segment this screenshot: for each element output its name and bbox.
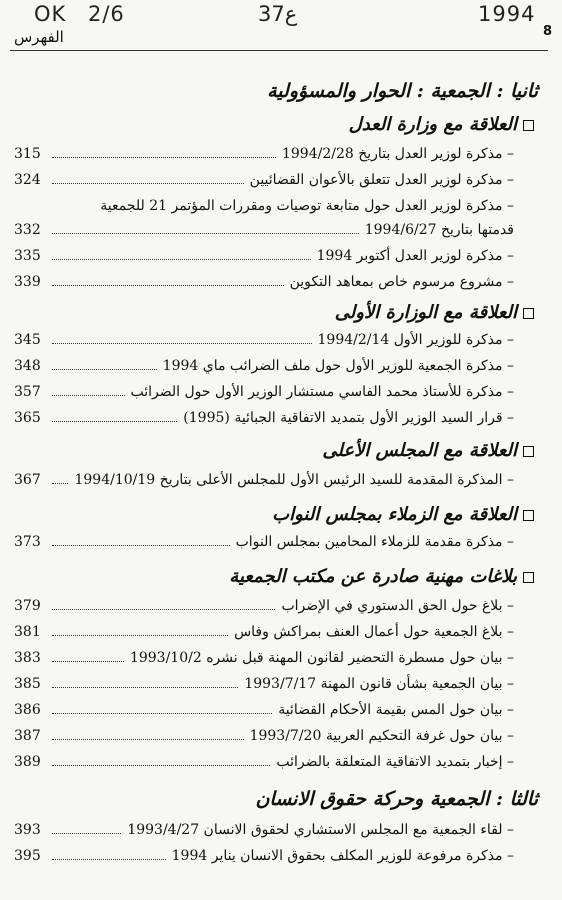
section-heading-parliament: العلاقة مع الزملاء بمجلس النواب [272, 504, 534, 525]
toc-entry: 332 قدمتها بتاريخ 1994/6/27 [14, 222, 514, 238]
toc-entry: 357 – مذكرة للأستاذ محمد الفاسي مستشار الوزير الأول حول الضرائب [14, 384, 514, 400]
section-heading-justice: العلاقة مع وزارة العدل [349, 114, 534, 135]
handwritten-year: 1994 [478, 2, 536, 26]
toc-entry: – مذكرة لوزير العدل حول متابعة توصيات ومقررات المؤتمر 21 للجمعية [100, 198, 514, 214]
square-bullet-icon [523, 510, 534, 521]
toc-entry: 385 – بيان الجمعية بشأن قانون المهنة 1993/7/17 [14, 676, 514, 692]
toc-entry: 379 – بلاغ حول الحق الدستوري في الإضراب [14, 598, 514, 614]
toc-entry: 365 – قرار السيد الوزير الأول بتمديد الاتفاقية الجبائية (1995) [14, 410, 514, 426]
toc-entry: 389 – إخبار بتمديد الاتفاقية المتعلقة بالضرائب [14, 754, 514, 770]
toc-entry: 395 – مذكرة مرفوعة للوزير المكلف بحقوق الانسان يناير 1994 [14, 848, 514, 864]
toc-entry: 381 – بلاغ الجمعية حول أعمال العنف بمراكش وفاس [14, 624, 514, 640]
handwritten-date: 2/6 [88, 2, 125, 26]
toc-entry: 345 – مذكرة للوزير الأول 1994/2/14 [14, 332, 514, 348]
square-bullet-icon [523, 308, 534, 319]
toc-entry: 335 – مذكرة لوزير العدل أكتوبر 1994 [14, 248, 514, 264]
toc-entry: 315 – مذكرة لوزير العدل بتاريخ 1994/2/28 [14, 146, 514, 162]
toc-entry: 393 – لقاء الجمعية مع المجلس الاستشاري لحقوق الانسان 1993/4/27 [14, 822, 514, 838]
page-number: 8 [542, 24, 552, 39]
toc-entry: 324 – مذكرة لوزير العدل تتعلق بالأعوان القضائيين [14, 172, 514, 188]
toc-entry: 373 – مذكرة مقدمة للزملاء المحامين بمجلس النواب [14, 534, 514, 550]
square-bullet-icon [523, 572, 534, 583]
section-heading-communiques: بلاغات مهنية صادرة عن مكتب الجمعية [229, 566, 534, 587]
toc-entry: 383 – بيان حول مسطرة التحضير لقانون المهنة قبل نشره 1993/10/2 [14, 650, 514, 666]
toc-entry: 386 – بيان حول المس بقيمة الأحكام القضائية [14, 702, 514, 718]
handwritten-ok: OK [34, 2, 67, 26]
toc-entry: 367 – المذكرة المقدمة للسيد الرئيس الأول للمجلس الأعلى بتاريخ 1994/10/19 [14, 472, 514, 488]
toc-entry: 387 – بيان حول غرفة التحكيم العربية 1993/7/20 [14, 728, 514, 744]
handwritten-reference: 37ع [258, 2, 298, 26]
square-bullet-icon [523, 446, 534, 457]
section-heading-supreme-council: العلاقة مع المجلس الأعلى [322, 440, 534, 461]
section-heading-prime-ministry: العلاقة مع الوزارة الأولى [335, 302, 534, 323]
toc-entry: 339 – مشروع مرسوم خاص بمعاهد التكوين [14, 274, 514, 290]
page-label: الفهرس [14, 28, 64, 46]
header-rule [10, 50, 548, 51]
part-heading-2: ثانيا : الجمعية : الحوار والمسؤولية [267, 80, 538, 102]
toc-entry: 348 – مذكرة الجمعية للوزير الأول حول ملف الضرائب ماي 1994 [14, 358, 514, 374]
part-heading-3: ثالثا : الجمعية وحركة حقوق الانسان [255, 788, 538, 810]
square-bullet-icon [523, 120, 534, 131]
